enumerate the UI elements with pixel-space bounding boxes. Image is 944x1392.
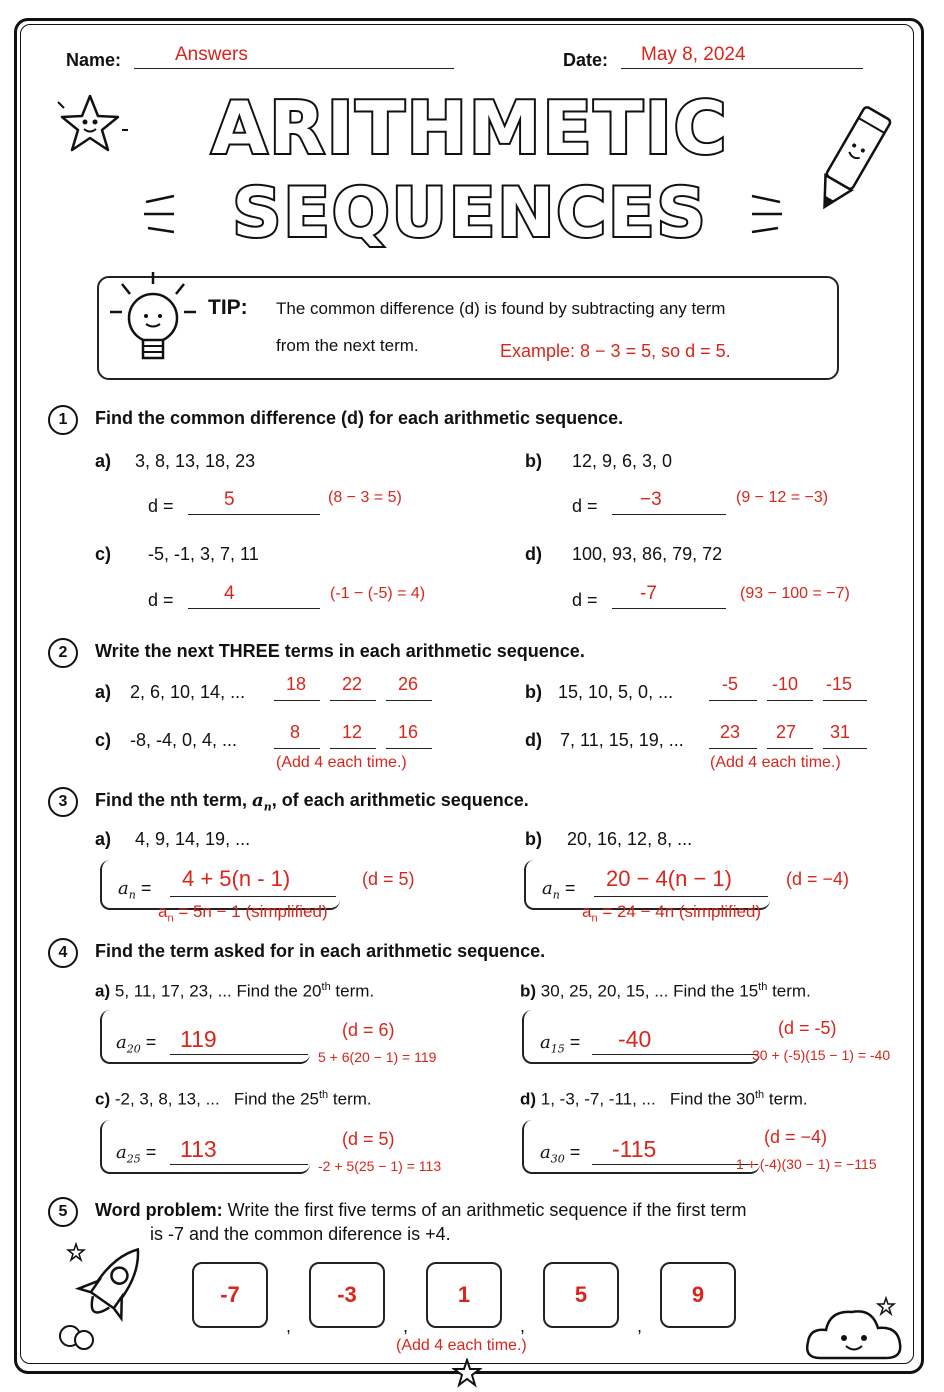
q1b-work: (9 − 12 = −3) bbox=[736, 489, 829, 506]
q4d-sequence: 1, -3, -7, -11, ... Find the 30 bbox=[540, 1089, 755, 1109]
q1b-letter: b) bbox=[525, 451, 542, 471]
name-label: Name: bbox=[66, 50, 122, 70]
q3b-answer[interactable]: 20 − 4(n − 1) bbox=[606, 866, 732, 891]
answer-line bbox=[188, 608, 320, 609]
answer-line bbox=[767, 748, 813, 749]
q3a-an-label: $a_n$ = bbox=[118, 878, 152, 902]
q4b-d-note: (d = -5) bbox=[778, 1018, 837, 1038]
q2b-answer-2[interactable]: -10 bbox=[772, 674, 799, 694]
q4b-work: 30 + (-5)(15 − 1) = -40 bbox=[752, 1047, 891, 1063]
q2b-answer-1[interactable]: -5 bbox=[722, 674, 739, 694]
tip-text-line1: The common difference (d) is found by subtracting any term bbox=[276, 299, 726, 318]
answer-line bbox=[330, 748, 376, 749]
q4b-a-label: $a_{15}$ = bbox=[540, 1032, 581, 1056]
pencil-icon bbox=[806, 96, 896, 226]
tip-label: TIP: bbox=[208, 296, 248, 319]
lightbulb-icon bbox=[106, 268, 200, 378]
tip-text-line2: from the next term. bbox=[276, 336, 419, 355]
sparkle-left-icon bbox=[140, 188, 190, 238]
q5-text-line2: is -7 and the common diference is +4. bbox=[150, 1224, 451, 1244]
answer-line bbox=[274, 748, 320, 749]
q1b-sequence: 12, 9, 6, 3, 0 bbox=[572, 451, 673, 471]
q3a-d-note: (d = 5) bbox=[362, 869, 415, 889]
answer-line bbox=[170, 896, 336, 897]
q1a-work: (8 − 3 = 5) bbox=[328, 489, 402, 506]
q4b-prompt bbox=[520, 981, 811, 1002]
q2d-note: (Add 4 each time.) bbox=[710, 754, 841, 771]
q3-title: Find the nth term, $a_n$, of each arithmetic sequence. bbox=[95, 790, 529, 814]
q1d-letter: d) bbox=[525, 544, 542, 564]
q2d-answer-3[interactable]: 31 bbox=[830, 722, 851, 742]
q2d-sequence: 7, 11, 15, 19, ... bbox=[560, 730, 684, 750]
q3b-sequence: 20, 16, 12, 8, ... bbox=[567, 829, 693, 849]
q4d-d-note: (d = −4) bbox=[764, 1127, 828, 1147]
q2d-answer-1[interactable]: 23 bbox=[720, 722, 741, 742]
answer-line bbox=[823, 700, 867, 701]
q2c-answer-2[interactable]: 12 bbox=[342, 722, 363, 742]
q5-answer-3[interactable]: 1 bbox=[426, 1262, 502, 1328]
q3a-sequence: 4, 9, 14, 19, ... bbox=[135, 829, 251, 849]
answer-line bbox=[709, 700, 757, 701]
answer-line bbox=[594, 896, 768, 897]
q4c-letter: c) bbox=[95, 1089, 111, 1109]
q5-text-line1 bbox=[95, 1200, 747, 1221]
q3a-simplified: $a_n = 5n - 1$ (simplified) bbox=[158, 902, 328, 925]
q4a-subscript: 20 bbox=[126, 1042, 141, 1056]
q2d-answer-2[interactable]: 27 bbox=[776, 722, 797, 742]
bottom-star-icon bbox=[452, 1358, 482, 1388]
q4d-tail: term. bbox=[764, 1089, 808, 1109]
q4d-prompt bbox=[520, 1089, 808, 1110]
q3b-simplified: $a_n = 24 - 4n$ (simplified) bbox=[582, 902, 762, 925]
answer-line bbox=[823, 748, 867, 749]
q4d-answer[interactable]: -115 bbox=[612, 1136, 657, 1162]
date-value[interactable]: May 8, 2024 bbox=[641, 44, 746, 65]
q5-answer-2[interactable]: -3 bbox=[309, 1262, 385, 1328]
answer-line bbox=[386, 748, 432, 749]
q4b-ordinal: th bbox=[758, 981, 768, 993]
q4a-answer[interactable]: 119 bbox=[180, 1026, 217, 1052]
answer-line bbox=[709, 748, 757, 749]
q2c-sequence: -8, -4, 0, 4, ... bbox=[130, 730, 238, 750]
q4b-sequence: 30, 25, 20, 15, ... Find the 15 bbox=[540, 981, 759, 1001]
q4c-work: -2 + 5(25 − 1) = 113 bbox=[318, 1158, 442, 1174]
name-value[interactable]: Answers bbox=[175, 44, 248, 65]
q1a-answer[interactable]: 5 bbox=[224, 489, 235, 510]
q4a-ordinal: th bbox=[321, 981, 331, 993]
small-star-icon bbox=[66, 1242, 86, 1262]
q4d-ordinal: th bbox=[754, 1089, 765, 1101]
q2d-letter: d) bbox=[525, 730, 542, 750]
q1c-work: (-1 − (-5) = 4) bbox=[330, 585, 426, 602]
q4a-sequence: 5, 11, 17, 23, ... Find the 20 bbox=[114, 981, 322, 1001]
q2c-letter: c) bbox=[95, 730, 112, 750]
answer-line bbox=[386, 700, 432, 701]
question-number: 3 bbox=[48, 787, 78, 817]
answer-line bbox=[592, 1054, 758, 1055]
title-line2: SEQUENCES bbox=[232, 174, 708, 253]
q3a-letter: a) bbox=[95, 829, 112, 849]
q3a-simplified-text: = 5n − 1 (simplified) bbox=[178, 902, 328, 921]
q1c-sequence: -5, -1, 3, 7, 11 bbox=[148, 544, 259, 564]
q1a-letter: a) bbox=[95, 451, 112, 471]
q1c-letter: c) bbox=[95, 544, 112, 564]
q4a-a-label: $a_{20}$ = bbox=[116, 1032, 157, 1056]
q1c-d-label: d = bbox=[148, 590, 174, 610]
question-number: 1 bbox=[48, 405, 78, 435]
q4d-work: 1 + (-4)(30 − 1) = −115 bbox=[736, 1156, 877, 1172]
q5-answer-1[interactable]: -7 bbox=[192, 1262, 268, 1328]
q2c-note: (Add 4 each time.) bbox=[276, 754, 407, 771]
q3b-simplified-text: = 24 − 4n (simplified) bbox=[602, 902, 762, 921]
q4c-ordinal: th bbox=[318, 1089, 329, 1101]
answer-line bbox=[612, 608, 726, 609]
q4c-prompt bbox=[95, 1089, 372, 1110]
tip-box bbox=[97, 276, 839, 380]
q2b-answer-3[interactable]: -15 bbox=[826, 674, 853, 694]
q3b-an-label: $a_n$ = bbox=[542, 878, 576, 902]
q2b-sequence: 15, 10, 5, 0, ... bbox=[558, 682, 674, 702]
q4c-answer[interactable]: 113 bbox=[180, 1136, 217, 1162]
answer-line bbox=[592, 1164, 758, 1165]
q4c-a-label: $a_{25}$ = bbox=[116, 1142, 157, 1166]
sparkle-right-icon bbox=[740, 188, 790, 238]
q1d-answer[interactable]: -7 bbox=[640, 583, 657, 604]
q3b-letter: b) bbox=[525, 829, 542, 849]
date-line bbox=[621, 68, 863, 69]
q2c-answer-1[interactable]: 8 bbox=[290, 722, 301, 742]
q4c-subscript: 25 bbox=[126, 1152, 141, 1166]
answer-line bbox=[612, 514, 726, 515]
comma: , bbox=[286, 1316, 292, 1336]
q3-title-post: , of each arithmetic sequence. bbox=[271, 790, 529, 810]
comma: , bbox=[637, 1316, 643, 1336]
answer-line bbox=[274, 700, 320, 701]
q4b-letter: b) bbox=[520, 981, 537, 1001]
q2a-letter: a) bbox=[95, 682, 112, 702]
q4c-tail: term. bbox=[328, 1089, 372, 1109]
q2-title: Write the next THREE terms in each arithmetic sequence. bbox=[95, 641, 585, 661]
q1a-sequence: 3, 8, 13, 18, 23 bbox=[135, 451, 256, 471]
q1d-sequence: 100, 93, 86, 79, 72 bbox=[572, 544, 723, 564]
q2b-letter: b) bbox=[525, 682, 542, 702]
comma: , bbox=[520, 1316, 526, 1336]
q1a-d-label: d = bbox=[148, 496, 174, 516]
q4c-sequence: -2, 3, 8, 13, ... Find the 25 bbox=[114, 1089, 319, 1109]
q2a-answer-1[interactable]: 18 bbox=[286, 674, 307, 694]
q3a-answer[interactable]: 4 + 5(n - 1) bbox=[182, 866, 291, 891]
answer-line bbox=[170, 1054, 308, 1055]
q4-title: Find the term asked for in each arithmetic sequence. bbox=[95, 941, 546, 961]
q5-answer-4[interactable]: 5 bbox=[543, 1262, 619, 1328]
q4a-work: 5 + 6(20 − 1) = 119 bbox=[318, 1049, 437, 1065]
question-number: 4 bbox=[48, 938, 78, 968]
star-icon bbox=[50, 84, 130, 164]
q5-label: Word problem: bbox=[95, 1200, 223, 1220]
comma: , bbox=[403, 1316, 409, 1336]
title-line1: ARITHMETIC bbox=[211, 86, 729, 170]
q1b-d-label: d = bbox=[572, 496, 598, 516]
q5-note: (Add 4 each time.) bbox=[396, 1337, 527, 1354]
rocket-icon bbox=[48, 1232, 158, 1352]
name-line bbox=[134, 68, 454, 69]
question-number: 2 bbox=[48, 638, 78, 668]
q4b-tail: term. bbox=[767, 981, 811, 1001]
tip-example: Example: 8 − 3 = 5, so d = 5. bbox=[500, 341, 731, 361]
answer-line bbox=[767, 700, 813, 701]
q5-text: Write the first five terms of an arithmetic sequence if the first term bbox=[222, 1200, 747, 1220]
q4c-d-note: (d = 5) bbox=[342, 1129, 395, 1149]
q4b-answer[interactable]: -40 bbox=[618, 1026, 652, 1052]
q1c-answer[interactable]: 4 bbox=[224, 583, 235, 604]
q1b-answer[interactable]: −3 bbox=[640, 489, 662, 510]
q4a-letter: a) bbox=[95, 981, 111, 1001]
question-number: 5 bbox=[48, 1197, 78, 1227]
q4d-a-label: $a_{30}$ = bbox=[540, 1142, 581, 1166]
q3-title-pre: Find the nth term, bbox=[95, 790, 247, 810]
small-star-icon bbox=[876, 1296, 896, 1316]
answer-line bbox=[188, 514, 320, 515]
q4d-letter: d) bbox=[520, 1089, 537, 1109]
q2c-answer-3[interactable]: 16 bbox=[398, 722, 419, 742]
q1d-d-label: d = bbox=[572, 590, 598, 610]
date-label: Date: bbox=[563, 50, 609, 70]
q1d-work: (93 − 100 = −7) bbox=[740, 585, 850, 602]
q4a-d-note: (d = 6) bbox=[342, 1020, 395, 1040]
q4a-prompt bbox=[95, 981, 374, 1002]
q5-answer-5[interactable]: 9 bbox=[660, 1262, 736, 1328]
answer-line bbox=[170, 1164, 308, 1165]
q4a-tail: term. bbox=[330, 981, 375, 1001]
q3b-d-note: (d = −4) bbox=[786, 869, 850, 889]
q1-title: Find the common difference (d) for each arithmetic sequence. bbox=[95, 408, 624, 428]
q2a-answer-3[interactable]: 26 bbox=[398, 674, 419, 694]
q4b-subscript: 15 bbox=[550, 1042, 565, 1056]
answer-line bbox=[330, 700, 376, 701]
q2a-sequence: 2, 6, 10, 14, ... bbox=[130, 682, 246, 702]
q2a-answer-2[interactable]: 22 bbox=[342, 674, 363, 694]
q4d-subscript: 30 bbox=[550, 1152, 565, 1166]
